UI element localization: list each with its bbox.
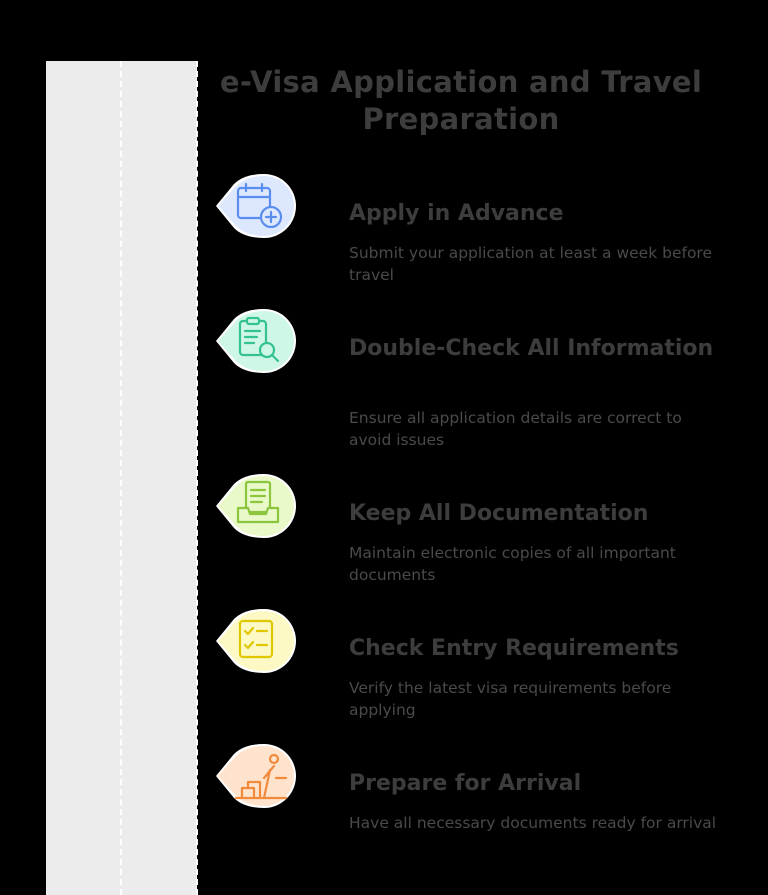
step-description: Ensure all application details are correct to avoid issues: [349, 409, 682, 449]
step-heading: Double-Check All Information: [349, 336, 714, 361]
step-heading: Check Entry Requirements: [349, 636, 679, 661]
step-heading: Prepare for Arrival: [349, 771, 582, 796]
timeline-rail: [46, 61, 197, 895]
calendar-add-icon: [214, 172, 300, 240]
step-heading: Keep All Documentation: [349, 501, 649, 526]
document-tray-icon: [214, 472, 300, 540]
clipboard-search-icon: [214, 307, 300, 375]
page-title: e-Visa Application and Travel Preparation: [219, 65, 703, 136]
timeline-divider: [120, 61, 122, 895]
checklist-icon: [214, 607, 300, 675]
step-description: Submit your application at least a week before travel: [349, 244, 713, 284]
step-description: Maintain electronic copies of all important documents: [349, 544, 676, 584]
arrival-climb-icon: [214, 742, 300, 810]
step-heading: Apply in Advance: [349, 201, 564, 226]
step-description: Have all necessary documents ready for arrival: [349, 814, 717, 832]
timeline-edge: [196, 61, 198, 895]
step-description: Verify the latest visa requirements before applying: [349, 679, 672, 719]
